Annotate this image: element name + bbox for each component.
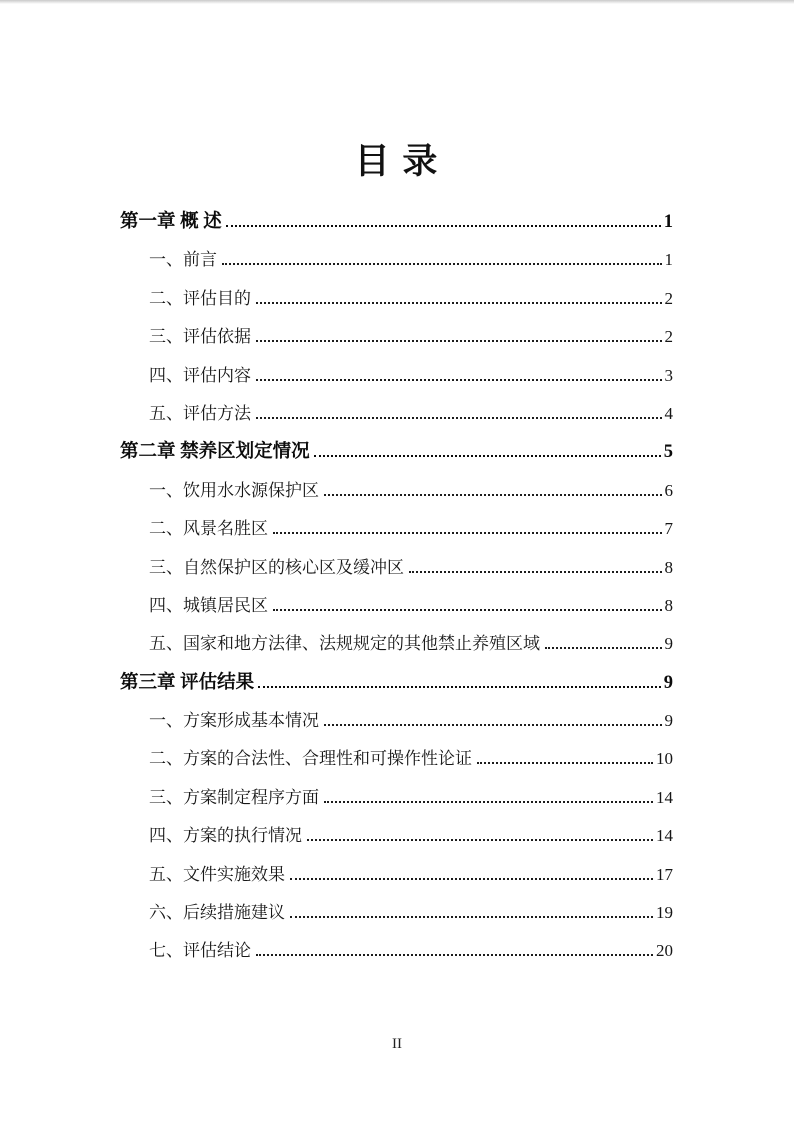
- toc-entry[interactable]: [120, 856, 673, 894]
- toc-entry-leader-dots: [258, 686, 661, 688]
- toc-entry-leader-dots: [256, 417, 662, 419]
- footer-page-number: II: [392, 1036, 402, 1052]
- toc-entry-page: 5: [663, 442, 673, 463]
- toc-entry-label: 二、风景名胜区: [149, 519, 268, 539]
- toc-entry-page: 2: [664, 327, 673, 347]
- toc-entry[interactable]: [120, 318, 673, 356]
- toc-entry-leader-dots: [545, 647, 662, 649]
- toc-entry-leader-dots: [273, 609, 662, 611]
- toc-entry-page: 10: [656, 749, 673, 769]
- toc-entry-leader-dots: [477, 762, 653, 764]
- toc-entry[interactable]: [120, 510, 673, 548]
- toc-entry-label: 二、评估目的: [149, 288, 251, 308]
- toc-entry[interactable]: [120, 472, 673, 510]
- toc-entry-page: 6: [664, 480, 673, 500]
- toc-entry-leader-dots: [226, 225, 661, 227]
- page-title: 目 录: [354, 142, 440, 181]
- toc-entry[interactable]: [120, 549, 673, 587]
- toc-entry-leader-dots: [409, 571, 662, 573]
- toc-entry[interactable]: [120, 817, 673, 855]
- toc-entry-leader-dots: [324, 494, 662, 496]
- toc-entry-leader-dots: [256, 954, 653, 956]
- toc-entry[interactable]: [120, 702, 673, 740]
- toc-entry-page: 7: [664, 519, 673, 539]
- toc-entry[interactable]: [120, 740, 673, 778]
- toc-entry-page: 20: [656, 941, 673, 961]
- toc-entry-leader-dots: [307, 839, 653, 841]
- toc-entry-label: 六、后续措施建议: [149, 903, 285, 923]
- toc-entry-page: 8: [664, 595, 673, 615]
- toc-entry[interactable]: [120, 932, 673, 970]
- toc-entry-leader-dots: [256, 379, 662, 381]
- toc-entry-page: 9: [664, 711, 673, 731]
- page-top-scan-edge: [0, 0, 794, 4]
- toc-entry-page: 2: [664, 288, 673, 308]
- toc-entry-page: 4: [664, 403, 673, 423]
- toc-entry-leader-dots: [324, 801, 653, 803]
- toc-entry-page: 8: [664, 557, 673, 577]
- toc-entry-leader-dots: [222, 263, 662, 265]
- toc-entry-page: 1: [664, 250, 673, 270]
- toc-entry-leader-dots: [290, 916, 653, 918]
- toc-list: [120, 203, 673, 971]
- toc-entry-label: 三、方案制定程序方面: [149, 787, 319, 807]
- toc-entry-label: 二、方案的合法性、合理性和可操作性论证: [149, 749, 472, 769]
- toc-entry-label: 五、评估方法: [149, 403, 251, 423]
- toc-entry-page: 9: [663, 672, 673, 693]
- toc-entry-label: 四、评估内容: [149, 365, 251, 385]
- toc-entry-page: 19: [656, 903, 673, 923]
- toc-entry-page: 17: [656, 864, 673, 884]
- toc-entry-page: 14: [656, 826, 673, 846]
- toc-entry[interactable]: [120, 587, 673, 625]
- toc-entry-leader-dots: [256, 340, 662, 342]
- toc-entry-page: 3: [664, 365, 673, 385]
- toc-entry-label: 四、城镇居民区: [149, 595, 268, 615]
- toc-entry-label: 第二章 禁养区划定情况: [120, 442, 310, 463]
- toc-entry-leader-dots: [290, 878, 653, 880]
- toc-entry-leader-dots: [273, 532, 662, 534]
- toc-entry-leader-dots: [324, 724, 662, 726]
- toc-entry[interactable]: [120, 625, 673, 663]
- toc-entry[interactable]: [120, 894, 673, 932]
- toc-entry-label: 三、评估依据: [149, 327, 251, 347]
- toc-entry-label: 五、国家和地方法律、法规规定的其他禁止养殖区域: [149, 634, 540, 654]
- toc-entry-leader-dots: [256, 302, 662, 304]
- toc-entry[interactable]: [120, 280, 673, 318]
- toc-entry-page: 9: [664, 634, 673, 654]
- toc-entry-leader-dots: [314, 455, 661, 457]
- toc-entry-page: 14: [656, 787, 673, 807]
- toc-entry-page: 1: [663, 212, 673, 232]
- toc-entry-label: 五、文件实施效果: [149, 864, 285, 884]
- toc-entry[interactable]: [120, 664, 673, 702]
- toc-entry-label: 一、方案形成基本情况: [149, 711, 319, 731]
- toc-entry-label: 三、自然保护区的核心区及缓冲区: [149, 557, 404, 577]
- toc-entry[interactable]: [120, 433, 673, 471]
- toc-entry[interactable]: [120, 779, 673, 817]
- toc-entry-label: 一、饮用水水源保护区: [149, 480, 319, 500]
- toc-entry[interactable]: [120, 395, 673, 433]
- toc-entry-label: 第三章 评估结果: [120, 672, 255, 693]
- toc-entry[interactable]: [120, 241, 673, 279]
- toc-entry-label: 一、前言: [149, 250, 217, 270]
- toc-entry-label: 四、方案的执行情况: [149, 826, 302, 846]
- toc-entry-label: 七、评估结论: [149, 941, 251, 961]
- toc-entry[interactable]: [120, 357, 673, 395]
- toc-entry[interactable]: [120, 203, 673, 241]
- toc-entry-label: 第一章 概 述: [120, 212, 222, 232]
